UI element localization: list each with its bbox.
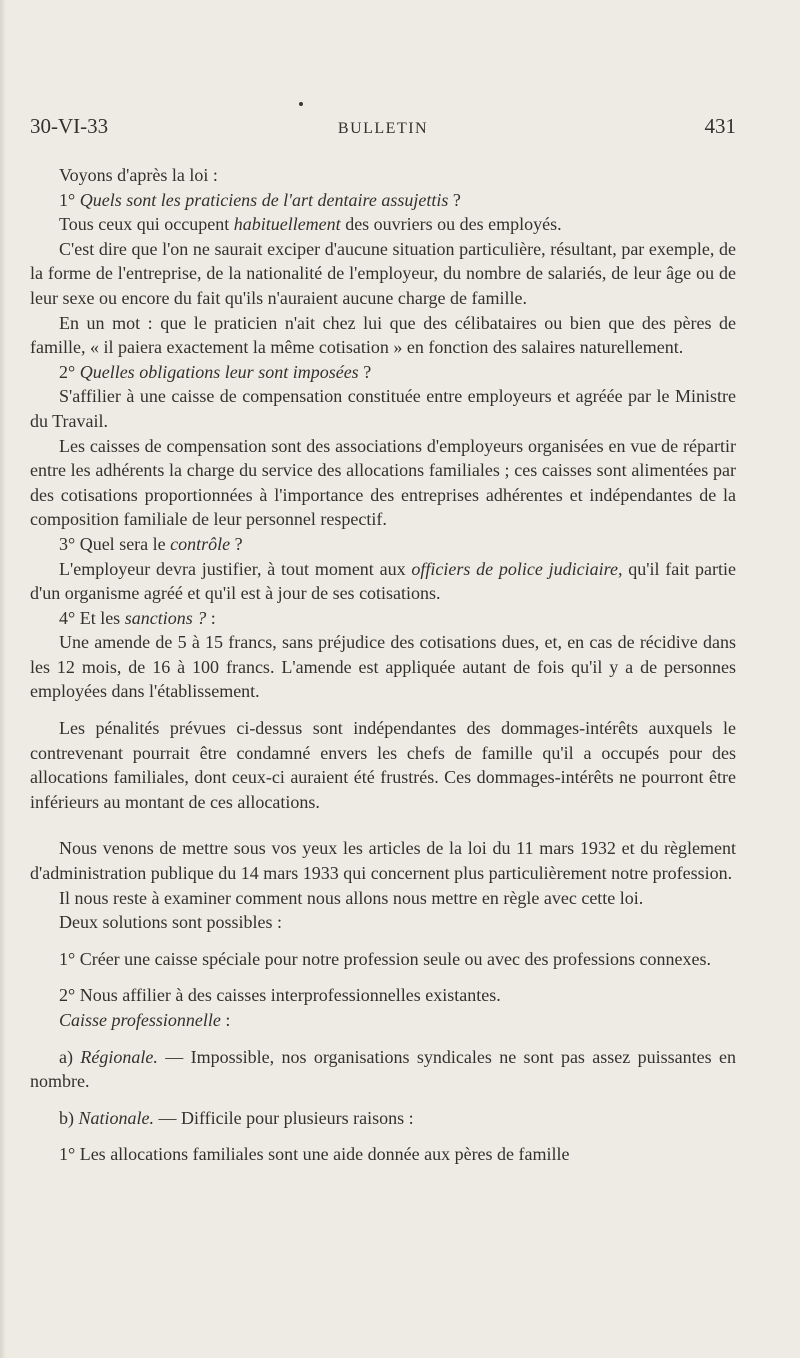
paragraph (30, 163, 736, 188)
paragraph (30, 910, 736, 935)
text-run: qu'il fait partie d'un organisme agréé et qu'il est à jour de ses cotisations. (30, 558, 736, 604)
text-run: 1° (59, 189, 80, 210)
paragraph (30, 1008, 736, 1033)
text-run: 4° Et les (59, 607, 125, 628)
running-header (30, 114, 736, 146)
text-run: : (220, 1010, 231, 1030)
italic-text: Régionale. (80, 1046, 158, 1067)
text-run: Nous venons de mettre sous vos yeux les articles de la loi du 11 mars 1932 et du règlement d'administration publique du 14 mars 1933 qui concernent plus particulièrement notre profession. (30, 838, 736, 884)
paragraph (30, 1045, 736, 1094)
text-run: 1° Créer une caisse spéciale pour notre profession seule ou avec des professions connexes. (59, 948, 711, 969)
text-run: Tous ceux qui occupent (59, 214, 234, 235)
paragraph (30, 1142, 736, 1167)
paragraph (30, 983, 736, 1008)
text-run: Une amende de 5 à 15 francs, sans préjudice des cotisations dues, et, en cas de récidive dans les 12 mois, de 16 à 100 francs. L'amende est appliquée autant de fois qu'il y a de personnes employées dans l'établissement. (30, 632, 736, 702)
paragraph (30, 606, 736, 631)
text-run: Deux solutions sont possibles : (59, 912, 283, 933)
text-run: 1° Les allocations familiales sont une aide donnée aux pères de famille (59, 1144, 570, 1165)
header-date: 30-VI-33 (30, 114, 109, 138)
paragraph (30, 532, 736, 557)
paragraph (30, 716, 736, 814)
italic-text: Quelles obligations leur sont imposées (79, 361, 359, 382)
header-title: BULLETIN (337, 120, 429, 137)
italic-text: habituellement (233, 214, 341, 235)
text-run: ? (448, 189, 461, 210)
text-run: Les pénalités prévues ci-dessus sont indépendantes des dommages-intérêts auxquels le contrevenant pourrait être condamné envers les chefs de famille qu'il a occupés pour des allocations familiales, dont ceux-ci auraient été frustrés. Ces dommages-intérêts ne pourront être inférieurs au montant de ces allocations. (30, 718, 736, 812)
section-break (30, 814, 736, 824)
text-run: b) (59, 1107, 79, 1128)
italic-text: officiers de police judiciaire, (411, 558, 623, 579)
text-run: Voyons d'après la loi : (59, 165, 218, 185)
paragraph (30, 1106, 736, 1131)
paragraph (30, 836, 736, 885)
paragraph (30, 886, 736, 911)
text-run: ? (230, 533, 243, 554)
italic-text: contrôle (170, 533, 231, 554)
italic-text: Nationale. (78, 1107, 154, 1128)
page-edge-shadow (0, 0, 6, 1358)
paragraph (30, 188, 736, 213)
text-run: — Difficile pour plusieurs raisons : (154, 1107, 414, 1128)
text-run: S'affilier à une caisse de compensation constituée entre employeurs et agréée par le Ministre du Travail. (30, 386, 736, 431)
paragraph (30, 434, 736, 532)
text-run: L'employeur devra justifier, à tout moment aux (59, 558, 412, 579)
text-run: a) (59, 1046, 81, 1067)
paragraph (30, 384, 736, 433)
print-mark (299, 102, 303, 106)
text-run: des ouvriers ou des employés. (340, 214, 562, 235)
text-run: : (206, 607, 216, 628)
italic-text: Caisse professionnelle (59, 1010, 221, 1030)
text-run: 2° Nous affilier à des caisses interprofessionnelles existantes. (59, 985, 501, 1006)
paragraph (30, 212, 736, 237)
article-body (30, 163, 736, 1167)
page-number: 431 (704, 114, 736, 138)
text-run: 3° Quel sera le (59, 533, 171, 554)
italic-text: sanctions ? (124, 607, 207, 628)
paragraph (30, 947, 736, 972)
italic-text: Quels sont les praticiens de l'art dentaire assujettis (79, 189, 449, 210)
paragraph (30, 630, 736, 704)
text-run: Il nous reste à examiner comment nous allons nous mettre en règle avec cette loi. (59, 887, 644, 908)
paragraph (30, 360, 736, 385)
paragraph (30, 557, 736, 606)
text-run: — Impossible, nos organisations syndicales ne sont pas assez puissantes en nombre. (30, 1046, 737, 1092)
paragraph (30, 311, 736, 360)
text-run: ? (358, 361, 372, 382)
text-run: C'est dire que l'on ne saurait exciper d'aucune situation particulière, résultant, par exemple, de la forme de l'entreprise, de la nationalité de l'employeur, du nombre de salariés, de leur âge ou de leur sexe ou encore du fait qu'ils n'auraient aucune charge de famille. (30, 238, 736, 308)
text-run: Les caisses de compensation sont des associations d'employeurs organisées en vue de répartir entre les adhérents la charge du service des allocations familiales ; ces caisses sont alimentées par des cotisations proportionnées à l'importance des entreprises adhérentes et indépendantes de la composition familiale de leur personnel respectif. (30, 435, 736, 530)
paragraph (30, 237, 736, 311)
text-run: En un mot : que le praticien n'ait chez lui que des célibataires ou bien que des pères de famille, « il paiera exactement la même cotisation » en fonction des salaires naturellement. (30, 312, 736, 358)
text-run: 2° (59, 361, 80, 382)
